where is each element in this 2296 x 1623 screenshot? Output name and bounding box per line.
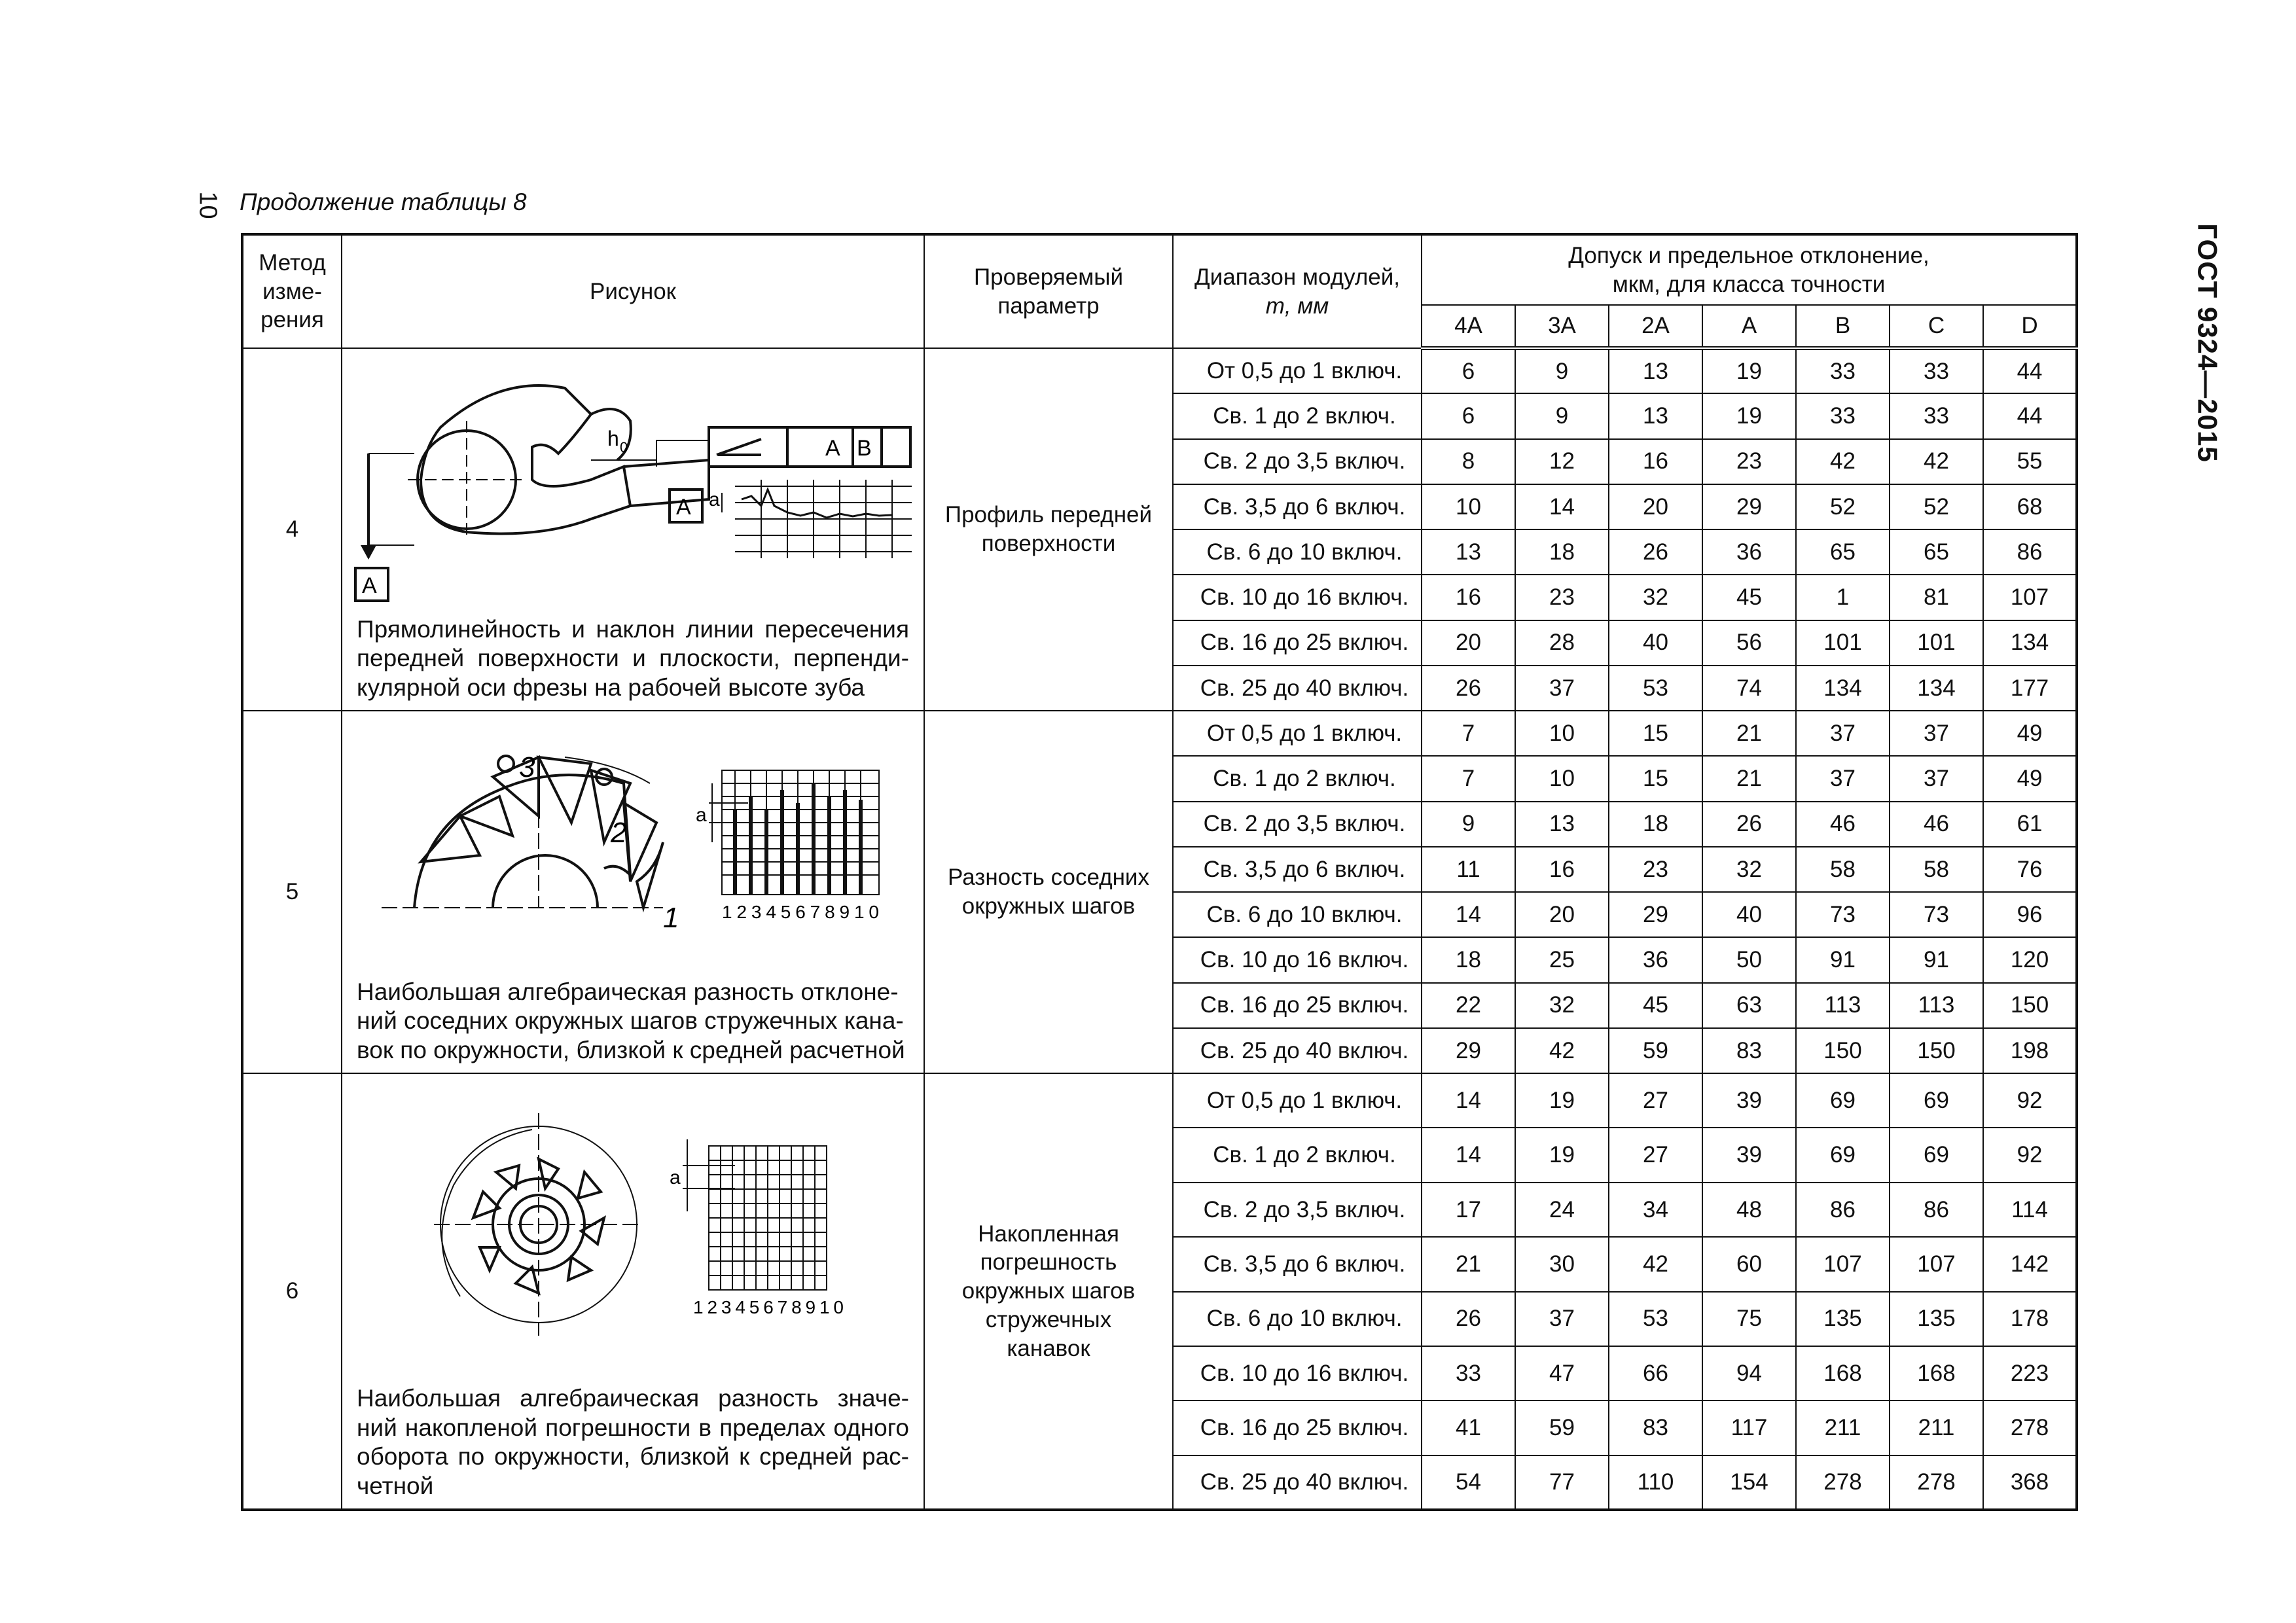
tolerance-value: 101 — [1890, 620, 1983, 666]
tolerance-value: 44 — [1983, 393, 2077, 438]
tolerance-value: 1 — [1796, 575, 1890, 620]
module-range: Св. 6 до 10 включ. — [1173, 529, 1422, 575]
tolerance-value: 24 — [1515, 1183, 1609, 1237]
header-tolerance — [1422, 234, 2077, 305]
tolerance-value: 75 — [1702, 1292, 1796, 1346]
module-range: Св. 25 до 40 включ. — [1173, 1028, 1422, 1073]
tolerance-value: 32 — [1515, 983, 1609, 1028]
tolerance-value: 83 — [1609, 1400, 1702, 1455]
checked-parameter: Разность соседних окружных шагов — [924, 711, 1173, 1073]
tolerance-value: 37 — [1515, 1292, 1609, 1346]
tolerance-value: 37 — [1515, 666, 1609, 711]
tolerance-value: 33 — [1422, 1346, 1515, 1400]
tolerance-value: 120 — [1983, 937, 2077, 982]
module-range: Св. 3,5 до 6 включ. — [1173, 1237, 1422, 1291]
tolerance-value: 368 — [1983, 1455, 2077, 1510]
tolerance-value: 18 — [1422, 937, 1515, 982]
tolerance-value: 19 — [1515, 1128, 1609, 1182]
tolerance-value: 18 — [1609, 802, 1702, 847]
tolerance-value: 61 — [1983, 802, 2077, 847]
tolerance-value: 32 — [1702, 847, 1796, 892]
tolerance-value: 42 — [1890, 439, 1983, 484]
tolerance-value: 150 — [1796, 1028, 1890, 1073]
figure-description: Наибольшая алгебраическая разность отклоне-ний соседних окружных шагов стружечных кана-вок по окружности, близкой к средней расчетной — [357, 978, 905, 1063]
tolerance-value: 9 — [1515, 393, 1609, 438]
tolerance-value: 134 — [1796, 666, 1890, 711]
header-class: 2A — [1609, 305, 1702, 348]
tolerance-value: 211 — [1796, 1400, 1890, 1455]
tolerance-value: 23 — [1515, 575, 1609, 620]
dimension-a-label: a — [709, 489, 720, 510]
tolerance-value: 16 — [1422, 575, 1515, 620]
tolerance-value: 13 — [1609, 393, 1702, 438]
cumulative-pitch-figure — [342, 1074, 922, 1362]
tolerance-value: 47 — [1515, 1346, 1609, 1400]
tooth-number-1: 1 — [663, 902, 679, 934]
tolerance-value: 58 — [1890, 847, 1983, 892]
section-method-6 — [242, 1073, 2077, 1510]
tolerance-value: 168 — [1890, 1346, 1983, 1400]
tolerance-value: 178 — [1983, 1292, 2077, 1346]
header-range-label: Диапазон модулей, — [1194, 264, 1400, 290]
module-range: Св. 16 до 25 включ. — [1173, 983, 1422, 1028]
tolerance-value: 59 — [1515, 1400, 1609, 1455]
tolerance-value: 150 — [1983, 983, 2077, 1028]
tolerance-value: 77 — [1515, 1455, 1609, 1510]
tolerance-value: 10 — [1515, 756, 1609, 801]
header-range-unit: m, мм — [1265, 293, 1329, 319]
tolerance-value: 117 — [1702, 1400, 1796, 1455]
tolerance-value: 39 — [1702, 1073, 1796, 1128]
module-range: Св. 1 до 2 включ. — [1173, 756, 1422, 801]
tolerance-value: 23 — [1702, 439, 1796, 484]
tolerance-value: 32 — [1609, 575, 1702, 620]
tolerance-value: 7 — [1422, 711, 1515, 756]
figure-cell — [342, 348, 924, 711]
tolerance-value: 14 — [1422, 892, 1515, 937]
tolerance-value: 16 — [1609, 439, 1702, 484]
method-number: 4 — [242, 348, 342, 711]
tolerance-value: 20 — [1515, 892, 1609, 937]
tolerance-value: 56 — [1702, 620, 1796, 666]
tolerance-value: 15 — [1609, 711, 1702, 756]
table-caption: Продолжение таблицы 8 — [240, 188, 527, 215]
checked-parameter: Профиль передней поверхности — [924, 348, 1173, 711]
module-range: Св. 10 до 16 включ. — [1173, 937, 1422, 982]
tolerance-value: 60 — [1702, 1237, 1796, 1291]
tolerance-value: 33 — [1890, 393, 1983, 438]
tolerance-value: 92 — [1983, 1128, 2077, 1182]
checked-parameter: Накопленная погрешность окружных шагов стружечных канавок — [924, 1073, 1173, 1510]
tolerance-value: 94 — [1702, 1346, 1796, 1400]
module-range: Св. 6 до 10 включ. — [1173, 892, 1422, 937]
header-parameter: Проверяемый параметр — [924, 234, 1173, 348]
module-range: От 0,5 до 1 включ. — [1173, 348, 1422, 393]
tolerance-value: 34 — [1609, 1183, 1702, 1237]
header-tolerance-sub: мкм, для класса точности — [1612, 271, 1886, 297]
header-class: 4A — [1422, 305, 1515, 348]
header-method: Метод изме-рения — [242, 234, 342, 348]
tolerance-value: 86 — [1890, 1183, 1983, 1237]
tolerance-value: 40 — [1702, 892, 1796, 937]
tolerance-value: 73 — [1890, 892, 1983, 937]
tolerance-value: 86 — [1796, 1183, 1890, 1237]
tolerance-value: 22 — [1422, 983, 1515, 1028]
tolerance-value: 41 — [1422, 1400, 1515, 1455]
tolerance-value: 20 — [1422, 620, 1515, 666]
graph-scale-label: 12345678910 — [693, 1297, 844, 1317]
tolerance-value: 20 — [1609, 484, 1702, 529]
rake-profile-figure — [342, 349, 922, 617]
tolerance-value: 134 — [1983, 620, 2077, 666]
tolerance-value: 17 — [1422, 1183, 1515, 1237]
tolerance-value: 73 — [1796, 892, 1890, 937]
figure-description: Наибольшая алгебраическая разность значе-ний накопленой погрешности в пределах одного оборота по окружности, близкой к средней рас-четной — [357, 1385, 909, 1499]
tolerance-value: 10 — [1422, 484, 1515, 529]
tolerance-value: 114 — [1983, 1183, 2077, 1237]
method-number: 6 — [242, 1073, 342, 1510]
tolerance-value: 19 — [1702, 348, 1796, 393]
tolerance-value: 42 — [1796, 439, 1890, 484]
tolerance-value: 42 — [1609, 1237, 1702, 1291]
datum-a-label: A — [362, 573, 377, 598]
tolerance-value: 211 — [1890, 1400, 1983, 1455]
tolerance-value: 25 — [1515, 937, 1609, 982]
tolerance-value: 27 — [1609, 1128, 1702, 1182]
header-class: D — [1983, 305, 2077, 348]
adjacent-pitch-figure — [342, 711, 922, 960]
module-range: Св. 2 до 3,5 включ. — [1173, 439, 1422, 484]
figure-cell — [342, 1073, 924, 1510]
tolerance-value: 14 — [1515, 484, 1609, 529]
tolerance-value: 53 — [1609, 1292, 1702, 1346]
tolerance-value: 69 — [1796, 1073, 1890, 1128]
page-number: 10 — [194, 191, 222, 219]
tolerance-value: 10 — [1515, 711, 1609, 756]
tolerance-value: 39 — [1702, 1128, 1796, 1182]
tolerance-value: 65 — [1890, 529, 1983, 575]
tolerance-value: 37 — [1796, 756, 1890, 801]
tolerance-value: 42 — [1515, 1028, 1609, 1073]
module-range: Св. 25 до 40 включ. — [1173, 666, 1422, 711]
module-range: Св. 3,5 до 6 включ. — [1173, 484, 1422, 529]
tolerance-value: 7 — [1422, 756, 1515, 801]
module-range: Св. 3,5 до 6 включ. — [1173, 847, 1422, 892]
module-range: Св. 1 до 2 включ. — [1173, 1128, 1422, 1182]
tolerance-value: 21 — [1702, 711, 1796, 756]
tolerance-value: 6 — [1422, 348, 1515, 393]
tolerance-value: 29 — [1609, 892, 1702, 937]
tolerance-value: 13 — [1515, 802, 1609, 847]
tolerance-value: 65 — [1796, 529, 1890, 575]
header-class: 3A — [1515, 305, 1609, 348]
tolerance-value: 142 — [1983, 1237, 2077, 1291]
tolerance-value: 46 — [1890, 802, 1983, 847]
tolerance-value: 23 — [1609, 847, 1702, 892]
tolerance-value: 223 — [1983, 1346, 2077, 1400]
tolerance-value: 48 — [1702, 1183, 1796, 1237]
tolerance-value: 14 — [1422, 1073, 1515, 1128]
tolerance-value: 52 — [1796, 484, 1890, 529]
tolerance-value: 37 — [1796, 711, 1890, 756]
tolerance-value: 13 — [1422, 529, 1515, 575]
tolerance-value: 49 — [1983, 711, 2077, 756]
module-range: Св. 10 до 16 включ. — [1173, 1346, 1422, 1400]
table-header — [242, 234, 2077, 348]
tolerance-value: 45 — [1702, 575, 1796, 620]
module-range: Св. 25 до 40 включ. — [1173, 1455, 1422, 1510]
tolerance-value: 107 — [1983, 575, 2077, 620]
tooth-number-2: 2 — [611, 817, 627, 849]
header-range — [1173, 234, 1422, 348]
tolerance-value: 52 — [1890, 484, 1983, 529]
tolerance-value: 46 — [1796, 802, 1890, 847]
module-range: Св. 2 до 3,5 включ. — [1173, 1183, 1422, 1237]
module-range: Св. 16 до 25 включ. — [1173, 620, 1422, 666]
figure-description: Прямолинейность и наклон линии пересечения передней поверхности и плоскости, перпенди-кулярной оси фрезы на рабочей высоте зуба — [357, 615, 909, 701]
tolerance-value: 27 — [1609, 1073, 1702, 1128]
header-tolerance-label: Допуск и предельное отклонение, — [1568, 242, 1929, 268]
tolerance-value: 96 — [1983, 892, 2077, 937]
tolerance-value: 101 — [1796, 620, 1890, 666]
tolerance-value: 107 — [1796, 1237, 1890, 1291]
tolerance-value: 91 — [1890, 937, 1983, 982]
tolerance-value: 30 — [1515, 1237, 1609, 1291]
tolerance-value: 19 — [1702, 393, 1796, 438]
figure-cell — [342, 711, 924, 1073]
tolerance-value: 37 — [1890, 756, 1983, 801]
tolerance-value: 135 — [1890, 1292, 1983, 1346]
tolerance-value: 13 — [1609, 348, 1702, 393]
tolerance-value: 168 — [1796, 1346, 1890, 1400]
tolerance-value: 69 — [1796, 1128, 1890, 1182]
tolerance-value: 177 — [1983, 666, 2077, 711]
tolerance-value: 16 — [1515, 847, 1609, 892]
tolerance-value: 150 — [1890, 1028, 1983, 1073]
tolerance-value: 50 — [1702, 937, 1796, 982]
tolerance-value: 86 — [1983, 529, 2077, 575]
tolerance-value: 12 — [1515, 439, 1609, 484]
dimension-a-label: a — [696, 804, 707, 826]
tolerance-value: 21 — [1422, 1237, 1515, 1291]
tolerance-value: 198 — [1983, 1028, 2077, 1073]
tolerance-value: 44 — [1983, 348, 2077, 393]
module-range: От 0,5 до 1 включ. — [1173, 711, 1422, 756]
tolerance-value: 29 — [1422, 1028, 1515, 1073]
module-range: Св. 16 до 25 включ. — [1173, 1400, 1422, 1455]
module-range: Св. 1 до 2 включ. — [1173, 393, 1422, 438]
tolerance-value: 278 — [1796, 1455, 1890, 1510]
tolerance-value: 26 — [1702, 802, 1796, 847]
tolerance-value: 33 — [1796, 393, 1890, 438]
tolerance-value: 81 — [1890, 575, 1983, 620]
tooth-number-3: 3 — [519, 751, 535, 783]
tolerance-value: 18 — [1515, 529, 1609, 575]
datum-a-label: A — [825, 436, 840, 461]
tolerance-value: 36 — [1609, 937, 1702, 982]
tolerance-value: 45 — [1609, 983, 1702, 1028]
tolerance-value: 37 — [1890, 711, 1983, 756]
tolerance-value: 29 — [1702, 484, 1796, 529]
tolerance-value: 6 — [1422, 393, 1515, 438]
tolerance-value: 11 — [1422, 847, 1515, 892]
tolerance-value: 63 — [1702, 983, 1796, 1028]
tolerance-value: 69 — [1890, 1128, 1983, 1182]
tolerance-value: 113 — [1890, 983, 1983, 1028]
header-class: B — [1796, 305, 1890, 348]
tolerance-value: 69 — [1890, 1073, 1983, 1128]
tolerance-value: 278 — [1890, 1455, 1983, 1510]
tolerance-value: 154 — [1702, 1455, 1796, 1510]
header-class: A — [1702, 305, 1796, 348]
tolerance-value: 9 — [1422, 802, 1515, 847]
tolerance-table — [241, 233, 2078, 1511]
tolerance-value: 92 — [1983, 1073, 2077, 1128]
tolerance-value: 68 — [1983, 484, 2077, 529]
tolerance-value: 33 — [1796, 348, 1890, 393]
section-method-5 — [242, 711, 2077, 1073]
tolerance-value: 59 — [1609, 1028, 1702, 1073]
module-range: Св. 10 до 16 включ. — [1173, 575, 1422, 620]
section-method-4 — [242, 348, 2077, 711]
tolerance-value: 28 — [1515, 620, 1609, 666]
tolerance-value: 21 — [1702, 756, 1796, 801]
tolerance-value: 26 — [1609, 529, 1702, 575]
tolerance-value: 53 — [1609, 666, 1702, 711]
tolerance-value: 14 — [1422, 1128, 1515, 1182]
tolerance-value: 66 — [1609, 1346, 1702, 1400]
tolerance-value: 76 — [1983, 847, 2077, 892]
tolerance-value: 26 — [1422, 1292, 1515, 1346]
tolerance-value: 83 — [1702, 1028, 1796, 1073]
tolerance-value: 74 — [1702, 666, 1796, 711]
datum-b-label: B — [857, 436, 872, 461]
method-number: 5 — [242, 711, 342, 1073]
tolerance-value: 8 — [1422, 439, 1515, 484]
tolerance-value: 40 — [1609, 620, 1702, 666]
header-class: C — [1890, 305, 1983, 348]
module-range: Св. 2 до 3,5 включ. — [1173, 802, 1422, 847]
dimension-a-label: a — [670, 1167, 681, 1188]
tolerance-value: 54 — [1422, 1455, 1515, 1510]
graph-scale-label: 12345678910 — [722, 902, 879, 922]
tolerance-value: 113 — [1796, 983, 1890, 1028]
tolerance-value: 26 — [1422, 666, 1515, 711]
tolerance-value: 134 — [1890, 666, 1983, 711]
tolerance-value: 91 — [1796, 937, 1890, 982]
module-range: Св. 6 до 10 включ. — [1173, 1292, 1422, 1346]
h0-subscript: 0 — [620, 439, 628, 455]
header-figure: Рисунок — [342, 234, 924, 348]
tolerance-value: 110 — [1609, 1455, 1702, 1510]
tolerance-value: 107 — [1890, 1237, 1983, 1291]
tolerance-value: 135 — [1796, 1292, 1890, 1346]
tolerance-value: 15 — [1609, 756, 1702, 801]
tolerance-value: 55 — [1983, 439, 2077, 484]
module-range: От 0,5 до 1 включ. — [1173, 1073, 1422, 1128]
tolerance-value: 36 — [1702, 529, 1796, 575]
tolerance-value: 19 — [1515, 1073, 1609, 1128]
standard-code: ГОСТ 9324—2015 — [2192, 223, 2223, 463]
h0-label: h — [607, 427, 619, 450]
tolerance-value: 33 — [1890, 348, 1983, 393]
tolerance-value: 9 — [1515, 348, 1609, 393]
tolerance-value: 49 — [1983, 756, 2077, 801]
tolerance-value: 58 — [1796, 847, 1890, 892]
tolerance-value: 278 — [1983, 1400, 2077, 1455]
datum-a-label: A — [676, 495, 691, 520]
